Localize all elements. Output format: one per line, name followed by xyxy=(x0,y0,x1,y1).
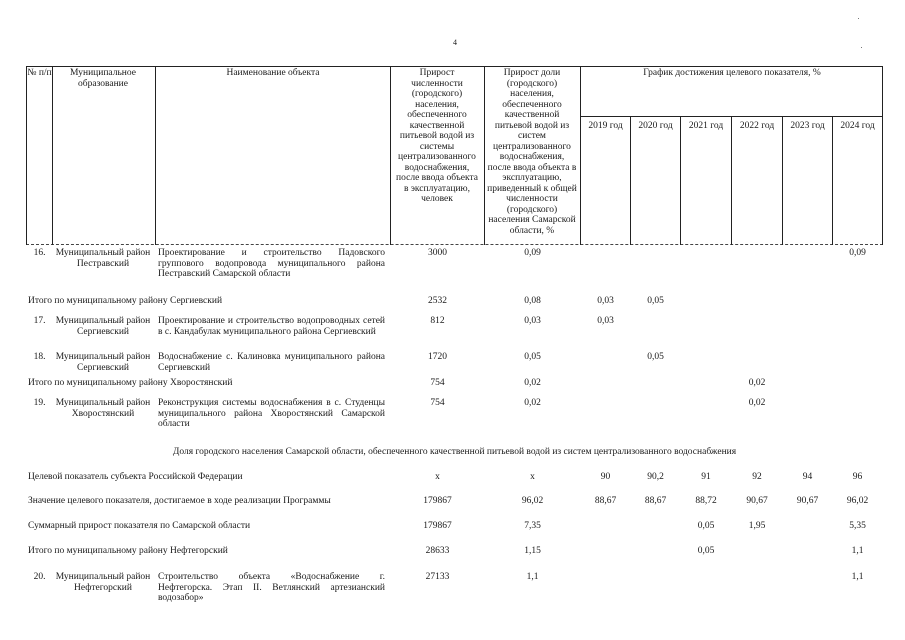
row-total-label: Целевой показатель субъекта Российской Федерации xyxy=(28,472,243,482)
row-total-label: Итого по муниципальному району Хворостянский xyxy=(28,378,233,388)
row-number: 17. xyxy=(33,316,46,326)
header-schedule: График достижения целевого показателя, % xyxy=(643,68,821,78)
row-2021: 88,72 xyxy=(695,496,717,506)
row-2023: 94 xyxy=(802,472,813,482)
row-2020: 0,05 xyxy=(647,296,664,306)
row-2024: 5,35 xyxy=(849,521,866,531)
header-share-growth: Прирост доли (городского) населения, обеспеченного качественной питьевой водой из систем централизованного водоснабжения, после ввода объекта в эксплуатацию, приведенный к общей численности (городского) населения Самарской области, % xyxy=(487,68,577,236)
row-2020: 0,05 xyxy=(647,352,664,362)
row-2021: 0,05 xyxy=(697,546,715,556)
row-total-label: Итого по муниципальному району Нефтегорский xyxy=(28,546,228,556)
row-object: Водоснабжение с. Калиновка муниципального района Сергиевский xyxy=(158,352,385,373)
row-2022: 90,67 xyxy=(746,496,768,506)
col-border xyxy=(26,66,27,245)
row-total-label: Значение целевого показателя, достигаемое в ходе реализации Программы xyxy=(28,496,331,506)
header-year-2023: 2023 год xyxy=(790,121,825,131)
row-population: 3000 xyxy=(428,248,447,258)
row-2019: 0,03 xyxy=(597,316,614,326)
header-year-2020: 2020 год xyxy=(638,121,673,131)
row-number: 16. xyxy=(33,248,46,258)
row-2022: 0,02 xyxy=(748,398,766,408)
row-share: 0,05 xyxy=(524,352,541,362)
row-population: 754 xyxy=(430,398,445,408)
col-border xyxy=(782,116,783,245)
row-2020: 90,2 xyxy=(647,472,664,482)
row-2024: 96,02 xyxy=(846,496,869,506)
scan-speck xyxy=(861,47,862,48)
row-2022: 0,02 xyxy=(748,378,766,388)
row-share: 0,08 xyxy=(524,296,541,306)
row-number: 20. xyxy=(33,572,46,582)
row-municipality: Муниципальный район Нефтегорский xyxy=(55,572,151,593)
page-number: 4 xyxy=(453,38,457,47)
col-border xyxy=(832,116,833,245)
row-2021: 0,05 xyxy=(697,521,715,531)
row-municipality: Муниципальный район Сергиевский xyxy=(55,352,151,373)
row-total-label: Итого по муниципальному району Сергиевский xyxy=(28,296,223,306)
row-population: 2532 xyxy=(428,296,447,306)
row-2020: 88,67 xyxy=(644,496,667,506)
row-2024: 1,1 xyxy=(851,546,864,556)
col-border xyxy=(52,66,53,245)
header-num: № п/п xyxy=(27,68,52,78)
row-population: 1720 xyxy=(428,352,447,362)
row-number: 19. xyxy=(33,398,46,408)
header-year-2021: 2021 год xyxy=(688,121,724,131)
row-object: Строительство объекта «Водоснабжение г. Нефтегорска. Этап II. Ветлянский артезианский водозабор» xyxy=(158,572,385,603)
header-municipality: Муниципальное образование xyxy=(70,68,136,89)
row-2019: 0,03 xyxy=(597,296,614,306)
row-population: 754 xyxy=(430,378,445,388)
row-total-label: Суммарный прирост показателя по Самарской области xyxy=(28,521,251,531)
header-population-growth: Прирост численности (городского) населения, обеспеченного качественной питьевой водой из системы централизованного водоснабжения, после ввода объекта в эксплуатацию, человек xyxy=(396,68,478,204)
row-2022: 1,95 xyxy=(748,521,766,531)
row-municipality: Муниципальный район Пестравский xyxy=(55,248,151,269)
header-year-2019: 2019 год xyxy=(588,121,623,131)
row-2019: 90 xyxy=(600,472,611,482)
header-year-2022: 2022 год xyxy=(739,121,775,131)
row-2024: 0,09 xyxy=(849,248,866,258)
row-2024: 96 xyxy=(852,472,863,482)
row-municipality: Муниципальный район Хворостянский xyxy=(55,398,151,419)
row-population: 812 xyxy=(430,316,445,326)
row-object: Реконструкция системы водоснабжения в с. Студенцы муниципального района Хворостянский Самарской области xyxy=(158,398,385,429)
col-border xyxy=(882,66,883,245)
col-border xyxy=(390,66,391,245)
row-object: Проектирование и строительство водопроводных сетей в с. Кандабулак муниципального района Сергиевский xyxy=(158,316,385,337)
col-border xyxy=(630,116,631,245)
scan-speck xyxy=(858,18,859,19)
col-border xyxy=(680,116,681,245)
row-population: 179867 xyxy=(423,521,452,531)
row-municipality: Муниципальный район Сергиевский xyxy=(55,316,151,337)
col-border xyxy=(484,66,485,245)
header-object-name: Наименование объекта xyxy=(226,68,320,78)
col-border xyxy=(731,116,732,245)
row-share: 0,03 xyxy=(524,316,541,326)
row-population: 28633 xyxy=(425,546,450,556)
row-2024: 1,1 xyxy=(851,572,864,582)
row-share: 1,1 xyxy=(526,572,539,582)
row-population: x xyxy=(435,472,440,482)
col-border xyxy=(580,66,581,245)
row-number: 18. xyxy=(33,352,46,362)
row-share: 0,02 xyxy=(524,378,541,388)
row-share: 7,35 xyxy=(524,521,541,531)
row-2019: 88,67 xyxy=(594,496,617,506)
row-population: 179867 xyxy=(423,496,452,506)
row-object: Проектирование и строительство Падовского группового водопровода муниципального района Пестравский Самарской области xyxy=(158,248,385,279)
row-population: 27133 xyxy=(425,572,450,582)
row-share: 0,09 xyxy=(524,248,541,258)
header-year-2024: 2024 год xyxy=(840,121,875,131)
row-2023: 90,67 xyxy=(796,496,819,506)
row-share: 1,15 xyxy=(524,546,541,556)
row-share: 0,02 xyxy=(524,398,541,408)
row-share: x xyxy=(530,472,535,482)
row-share: 96,02 xyxy=(521,496,544,506)
row-2021: 91 xyxy=(701,472,711,482)
col-border xyxy=(155,66,156,245)
section-heading: Доля городского населения Самарской области, обеспеченного качественной питьевой водой из систем централизованного водоснабжения xyxy=(172,447,737,457)
row-2022: 92 xyxy=(752,472,762,482)
